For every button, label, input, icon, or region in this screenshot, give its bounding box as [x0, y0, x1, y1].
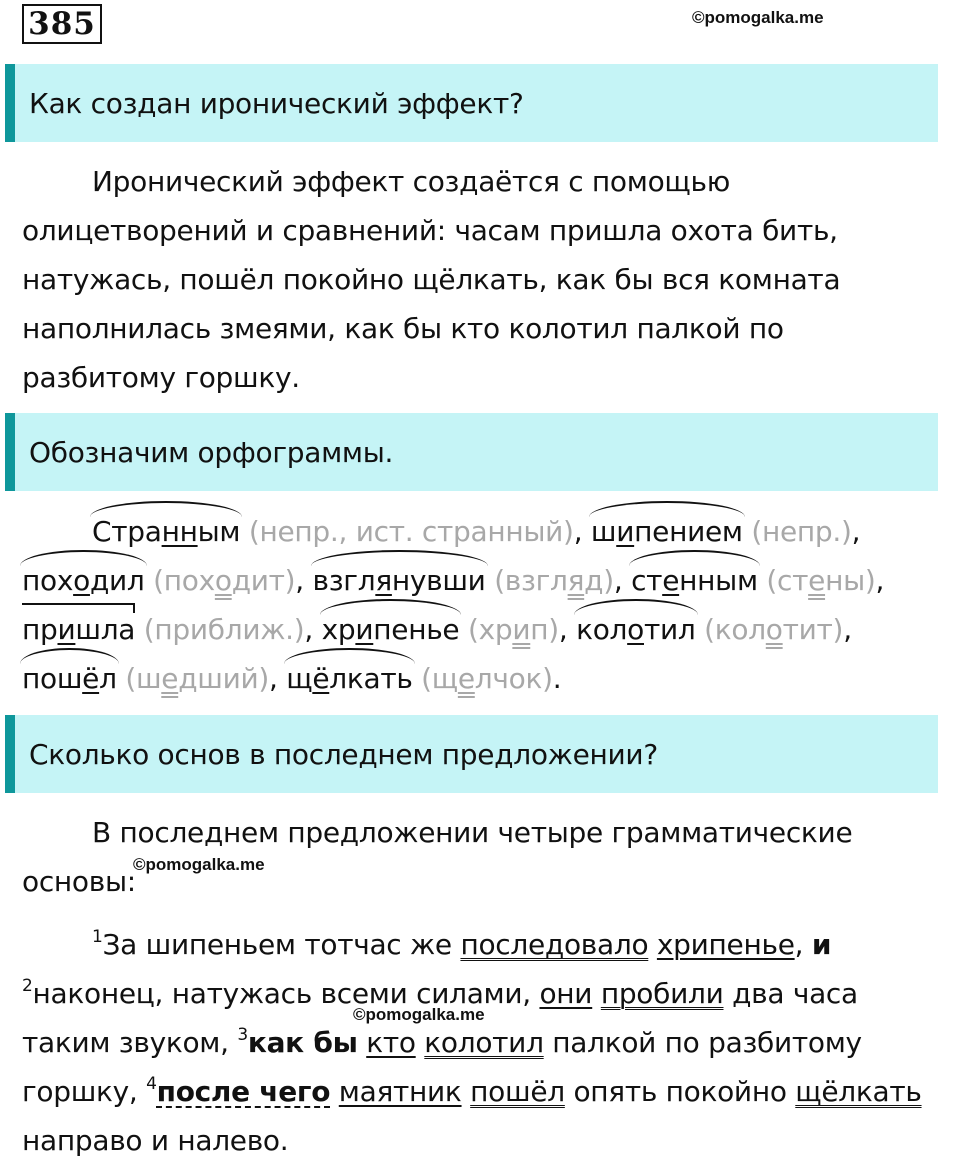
predicate: щёлкать — [795, 1075, 922, 1108]
sentence-line-4: горшку, $^4$после чего маятник пошёл опять покойно щёлкать — [22, 1074, 922, 1108]
word-shchelkat: щёлкать — [286, 654, 412, 703]
section-heading-bases — [5, 715, 938, 793]
check-word: (взгляд) — [494, 564, 614, 597]
check-word: (шедший) — [125, 662, 270, 695]
answer-line: наполнилась змеями, как бы кто колотил палкой по — [22, 312, 784, 345]
section-heading-orthograms — [5, 413, 938, 491]
conjunction: как бы — [247, 1026, 358, 1059]
answer-line: В последнем предложении четыре грамматические — [92, 816, 853, 849]
watermark-3: ©pomogalka.me — [353, 1005, 485, 1024]
check-word: (непр., ист. странный) — [248, 515, 574, 548]
heading-text: Обозначим орфограммы. — [29, 435, 394, 469]
check-word: (хрип) — [467, 613, 559, 646]
check-word: (приближ.) — [143, 613, 305, 646]
check-word: (колотит) — [704, 613, 844, 646]
answer-line: Иронический эффект создаётся с помощью — [92, 165, 730, 198]
check-word: (походит) — [153, 564, 296, 597]
heading-text: Сколько основ в последнем предложении? — [29, 737, 658, 771]
word-poshel: пошёл — [22, 654, 117, 703]
subject: они — [539, 977, 593, 1010]
predicate: пошёл — [470, 1075, 565, 1108]
parsed-sentence — [22, 920, 947, 1165]
section-heading-irony — [5, 64, 938, 142]
answer-line: олицетворений и сравнений: часам пришла охота бить, — [22, 214, 838, 247]
predicate: пробили — [600, 977, 724, 1010]
subject: кто — [366, 1026, 416, 1059]
subject: хрипенье — [656, 928, 795, 961]
word-kolotil: колотил — [576, 605, 695, 654]
sentence-line-1: $^1$За шипеньем тотчас же последовало хрипенье, и — [92, 927, 832, 961]
check-word: (стены) — [766, 564, 876, 597]
word-stennym: стенным — [631, 556, 758, 605]
subject: маятник — [338, 1075, 462, 1108]
predicate: колотил — [424, 1026, 544, 1059]
watermark: ©pomogalka.me — [692, 8, 824, 27]
exercise-number: 385 — [22, 4, 102, 44]
orthogram-list: Странным (непр., ист. странный), шипением (непр.), походил (походит), взглянувши (взгляд), стенным (стены), пришла (приближ.), хрипенье (хрип), колотил (колотит), пошёл (шедший), щёлкать (щелчок). — [22, 507, 947, 703]
word-pokhodil: походил — [22, 556, 145, 605]
answer-irony — [22, 157, 947, 402]
sentence-line-5: направо и налево. — [22, 1124, 289, 1157]
check-word: (щелчок) — [421, 662, 553, 695]
conjunction: и — [811, 928, 832, 961]
predicate: последовало — [460, 928, 649, 961]
word-khripenie: хрипенье — [322, 605, 460, 654]
answer-line: натужась, пошёл покойно щёлкать, как бы вся комната — [22, 263, 841, 296]
conjunction: после чего — [156, 1075, 331, 1108]
sentence-line-3: таким звуком, $^3$как бы кто колотил палкой по разбитому — [22, 1025, 862, 1059]
sentence-line-2: $^2$наконец, натужась всеми силами, они пробили два часа — [22, 976, 858, 1010]
word-shipeniem: шипением — [591, 507, 743, 556]
word-prishla: пришла — [22, 605, 135, 654]
answer-line: разбитому горшку. — [22, 361, 300, 394]
word-vzglyanuvshi: взглянувши — [313, 556, 486, 605]
word-strannym: Странным — [92, 507, 240, 556]
check-word: (непр.) — [751, 515, 852, 548]
watermark-2: ©pomogalka.me — [133, 855, 265, 874]
answer-line: основы: — [22, 865, 136, 898]
heading-text: Как создан иронический эффект? — [29, 86, 524, 120]
